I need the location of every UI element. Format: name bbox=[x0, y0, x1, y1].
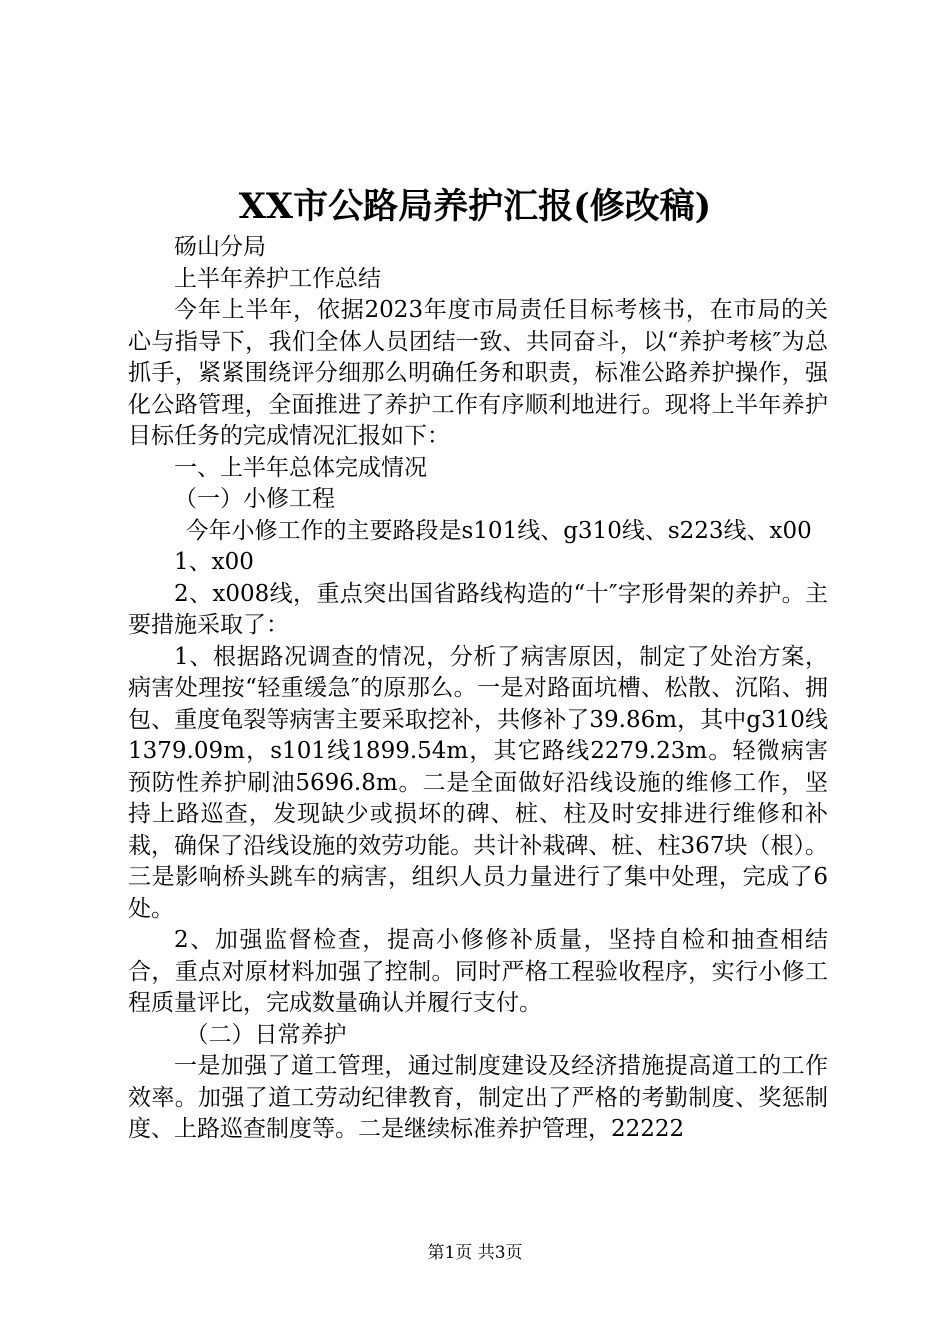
heading-daily-maintenance: （二）日常养护 bbox=[185, 1021, 347, 1048]
document-title: XX市公路局养护汇报(修改稿) bbox=[238, 186, 712, 227]
document-body bbox=[128, 232, 828, 1146]
paragraph-subtitle: 上半年养护工作总结 bbox=[174, 265, 381, 292]
paragraph-branch: 砀山分局 bbox=[174, 234, 266, 260]
paragraph-intro: 今年上半年，依据2023年度市局责任目标考核书，在市局的关心与指导下，我们全体人员团结一致、共同奋斗，以“养护考核″为总抓手，紧紧围绕评分细那么明确任务和职责，标准公路养护操作，强化公路管理，全面推进了养护工作有序顺利地进行。现将上半年养护目标任务的完成情况汇报如下： bbox=[128, 297, 828, 449]
paragraph-item-2: 2、x008线，重点突出国省路线构造的“十″字形骨架的养护。主要措施采取了： bbox=[128, 580, 828, 638]
paragraph-item-1: 1、x00 bbox=[174, 549, 254, 575]
paragraph-daily-maintenance: 一是加强了道工管理，通过制度建设及经济措施提高道工的工作效率。加强了道工劳动纪律教育，制定出了严格的考勤制度、奖惩制度、上路巡查制度等。二是继续标准养护管理，22222 bbox=[128, 1053, 828, 1142]
heading-minor-repair: （一）小修工程 bbox=[174, 486, 335, 512]
page-footer: 第1页 共3页 bbox=[427, 1243, 523, 1263]
paragraph-main-sections: 今年小修工作的主要路段是s101线、g310线、s223线、x00 bbox=[185, 517, 812, 544]
paragraph-measure-2: 2、加强监督检查，提高小修修补质量，坚持自检和抽查相结合，重点对原材料加强了控制。同时严格工程验收程序，实行小修工程质量评比，完成数量确认并履行支付。 bbox=[128, 927, 828, 1016]
paragraph-measure-1: 1、根据路况调查的情况，分析了病害原因，制定了处治方案，病害处理按“轻重缓急″的原那么。一是对路面坑槽、松散、沉陷、拥包、重度龟裂等病害主要采取挖补，共修补了39.86m，其中g310线1379.09m，s101线1899.54m，其它路线2279.23m。轻微病害预防性养护刷油5696.8m。二是全面做好沿线设施的维修工作，坚持上路巡查，发现缺少或损坏的碑、桩、柱及时安排进行维修和补栽，确保了沿线设施的效劳功能。共计补栽碑、桩、柱367块（根）。三是影响桥头跳车的病害，组织人员力量进行了集中处理，完成了6处。 bbox=[128, 643, 828, 922]
heading-section-1: 一、上半年总体完成情况 bbox=[174, 454, 427, 481]
